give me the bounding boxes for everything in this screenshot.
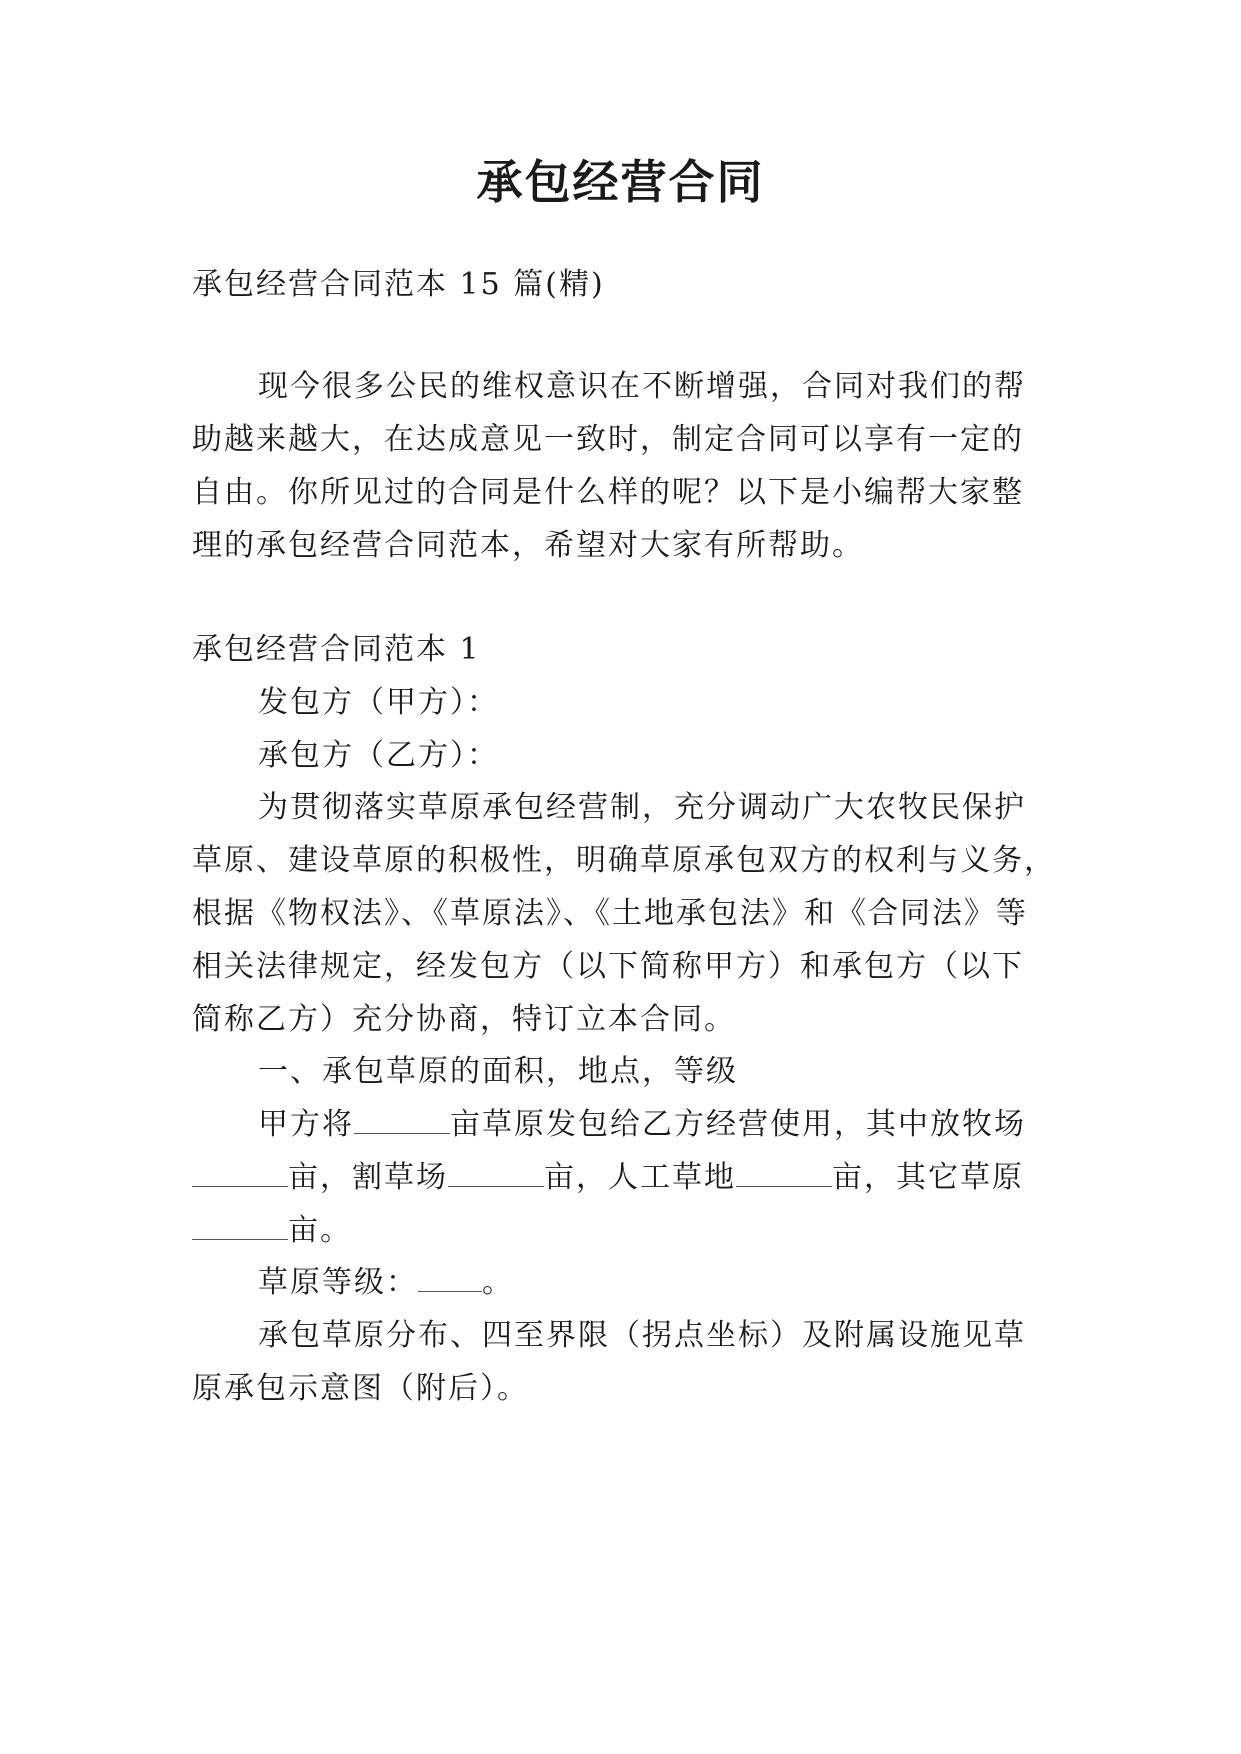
document-subtitle: 承包经营合同范本 15 篇(精) — [192, 267, 605, 302]
area-text: 亩草原发包给乙方经营使用，其中放牧场 — [450, 1107, 1026, 1142]
grazing-area-blank[interactable] — [192, 1156, 288, 1187]
other-grassland-blank[interactable] — [192, 1209, 288, 1240]
distribution-line: 原承包示意图（附后）。 — [192, 1371, 529, 1406]
total-area-blank[interactable] — [354, 1103, 450, 1134]
intro-line: 助越来越大，在达成意见一致时，制定合同可以享有一定的 — [192, 422, 1024, 457]
distribution-line: 承包草原分布、四至界限（拐点坐标）及附属设施见草 — [258, 1318, 1026, 1353]
area-line-2 — [192, 1156, 1062, 1200]
party-a-label: 发包方（甲方）： — [258, 685, 499, 720]
purpose-line: 为贯彻落实草原承包经营制，充分调动广大农牧民保护 — [258, 790, 1026, 825]
mowing-area-blank[interactable] — [448, 1156, 544, 1187]
purpose-line: 相关法律规定，经发包方（以下简称甲方）和承包方（以下 — [192, 949, 1024, 984]
grade-line — [258, 1261, 1062, 1305]
section-heading: 承包经营合同范本 1 — [192, 632, 481, 667]
clause-1-heading: 一、承包草原的面积，地点，等级 — [258, 1054, 738, 1089]
intro-line: 理的承包经营合同范本，希望对大家有所帮助。 — [192, 528, 864, 563]
purpose-line: 草原、建设草原的积极性，明确草原承包双方的权利与义务， — [192, 843, 1056, 878]
area-text: 亩，人工草地 — [544, 1160, 736, 1195]
document-title: 承包经营合同 — [476, 155, 765, 209]
intro-line: 自由。你所见过的合同是什么样的呢？以下是小编帮大家整 — [192, 475, 1024, 510]
grade-end: 。 — [482, 1265, 514, 1300]
grade-label: 草原等级： — [258, 1265, 418, 1300]
party-b-label: 承包方（乙方）： — [258, 738, 499, 773]
grade-blank[interactable] — [418, 1261, 482, 1292]
area-text: 甲方将 — [258, 1107, 354, 1142]
area-text: 亩，其它草原 — [832, 1160, 1024, 1195]
artificial-grassland-blank[interactable] — [736, 1156, 832, 1187]
purpose-line: 简称乙方）充分协商，特订立本合同。 — [192, 1002, 736, 1037]
intro-line: 现今很多公民的维权意识在不断增强，合同对我们的帮 — [258, 369, 1026, 404]
area-text: 亩。 — [288, 1213, 352, 1248]
area-line-3 — [192, 1209, 1062, 1253]
purpose-line: 根据《物权法》、《草原法》、《土地承包法》和《合同法》等 — [192, 896, 1028, 931]
area-line-1 — [258, 1103, 1062, 1147]
area-text: 亩，割草场 — [288, 1160, 448, 1195]
